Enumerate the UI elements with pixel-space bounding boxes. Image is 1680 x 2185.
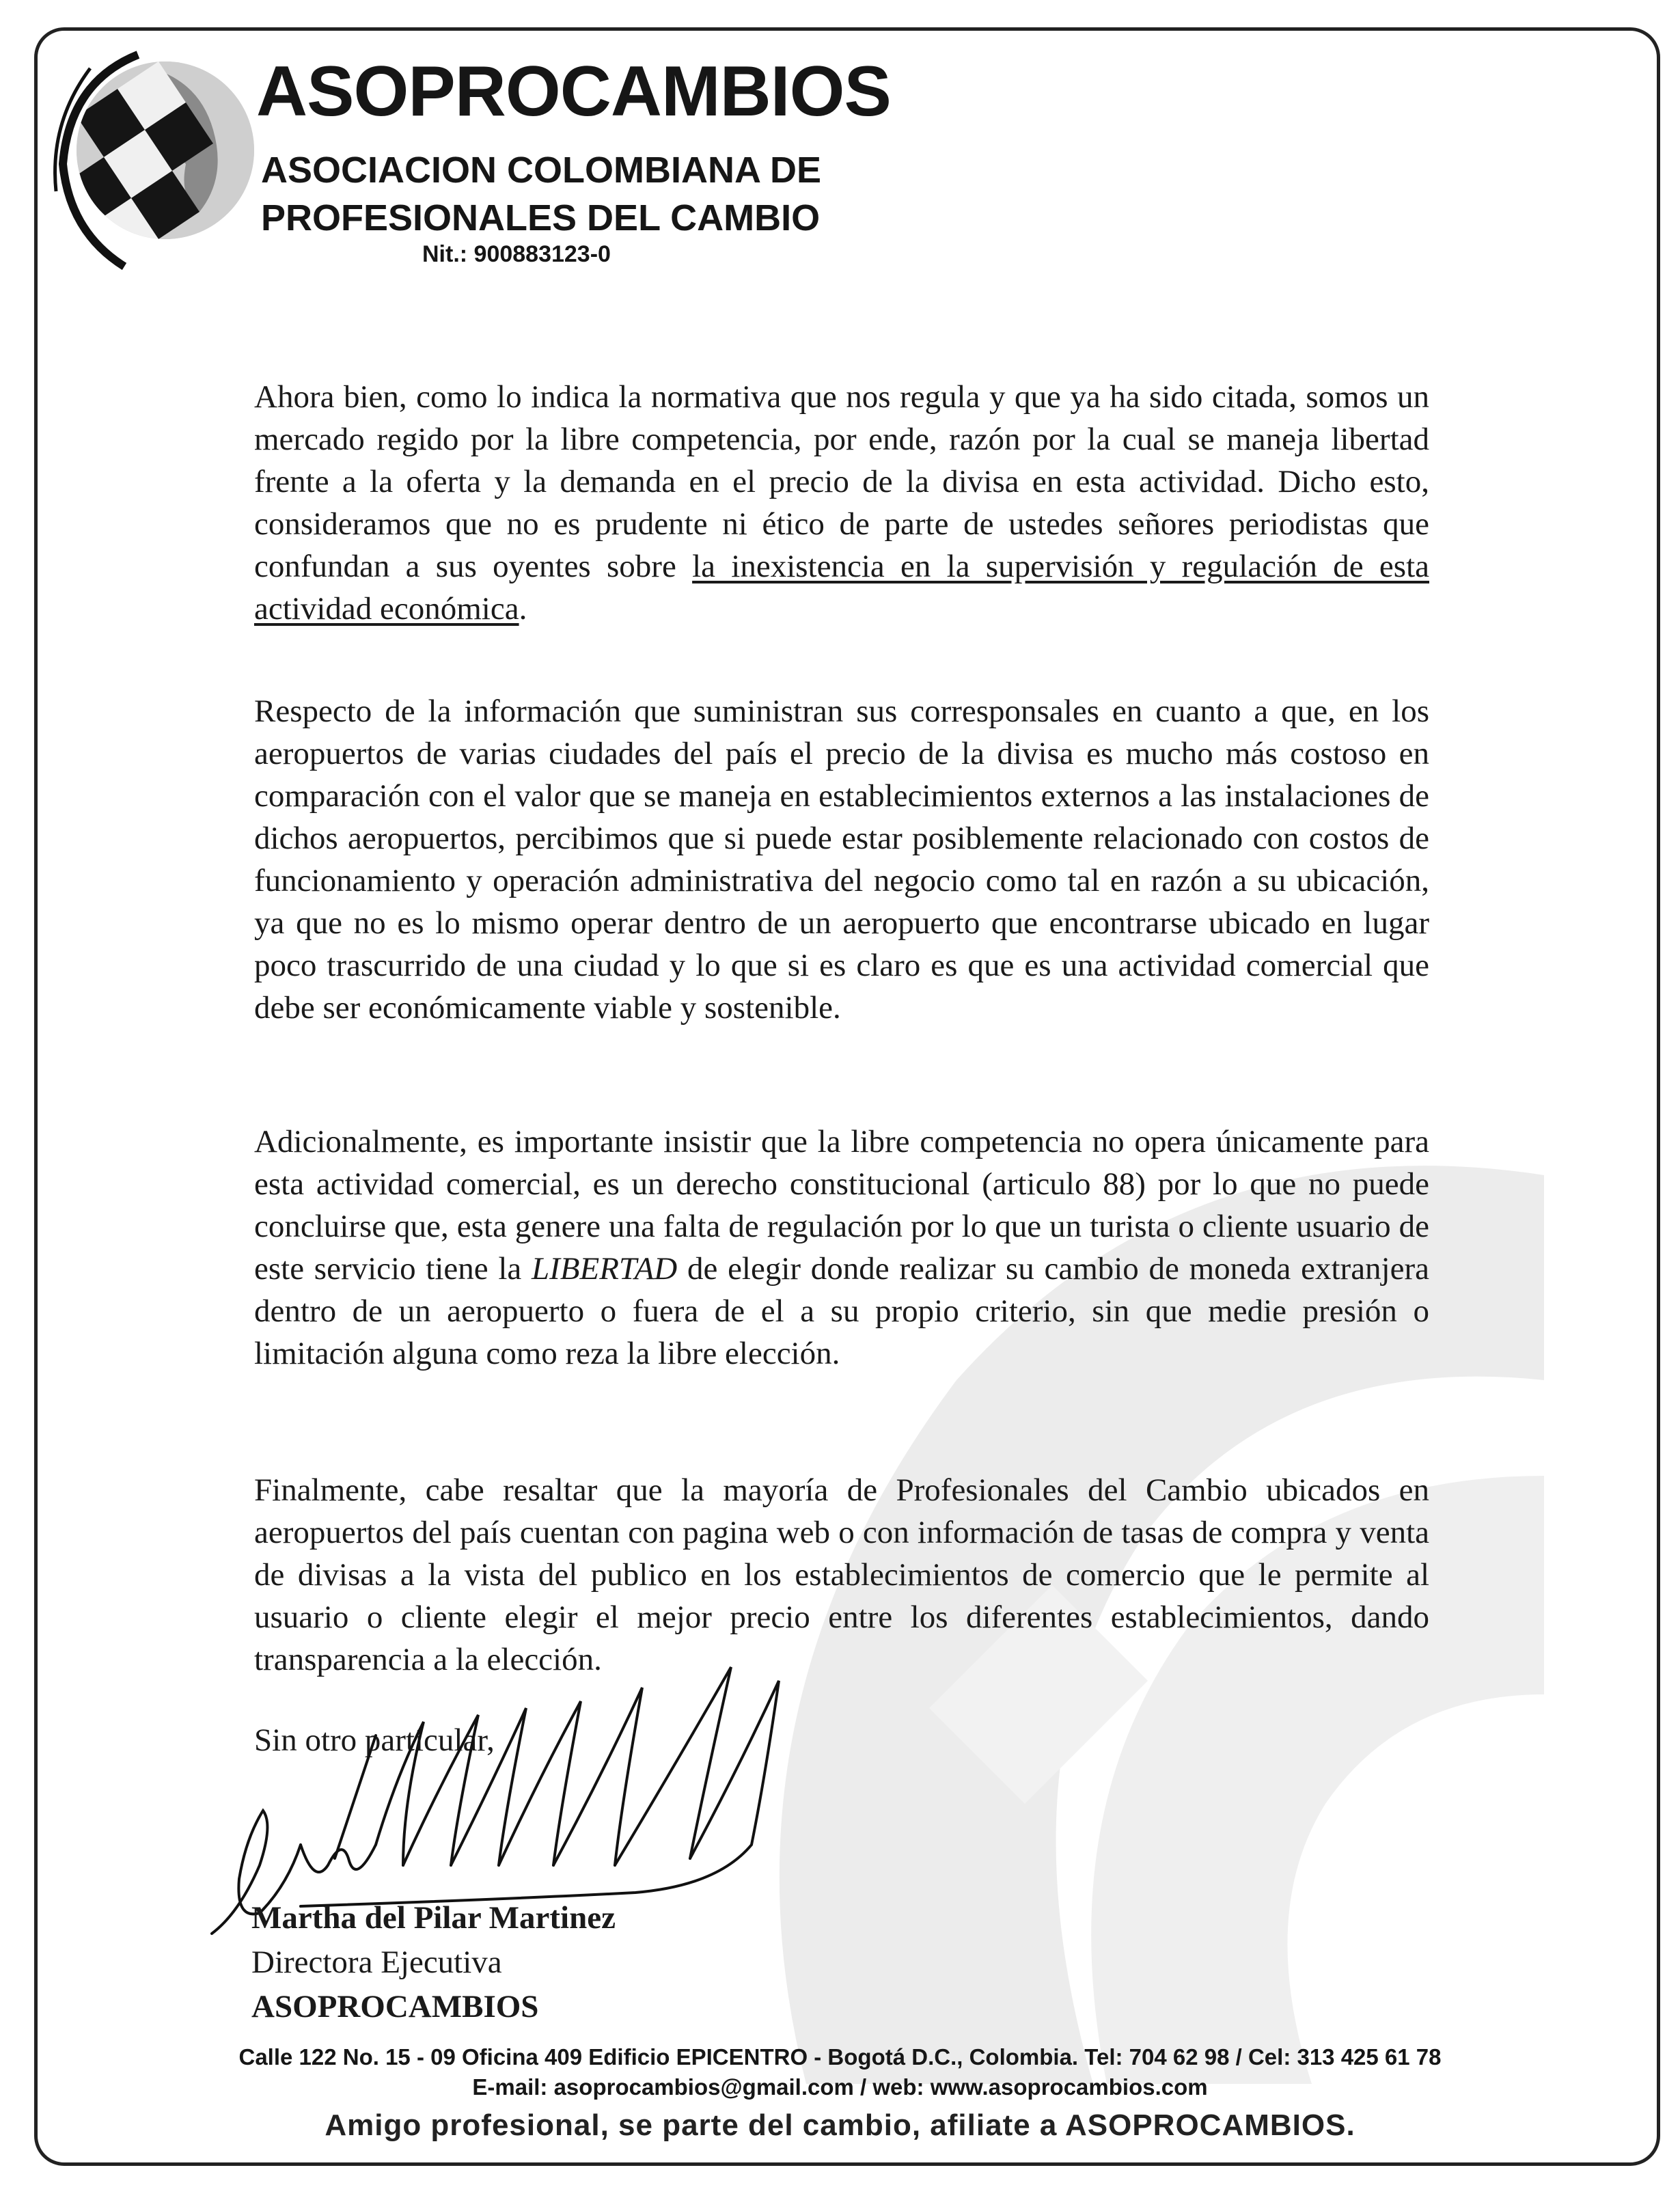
org-nit: Nit.: 900883123-0	[422, 241, 611, 267]
footer-contact: E-mail: asoprocambios@gmail.com / web: www.asoprocambios.com	[472, 2074, 1208, 2100]
paragraph-3	[254, 1121, 1429, 1375]
paragraph-4: Finalmente, cabe resaltar que la mayoría de Profesionales del Cambio ubicados en aeropuertos del país cuentan con pagina web o con información de tasas de compra y venta de divisas a la vista del publico en los establecimientos de comercio que le permite al usuario o cliente elegir el mejor precio entre los diferentes establecimientos, dando transparencia a la elección.	[254, 1472, 1429, 1677]
paragraph-1-underlined: la inexistencia en la supervisión y regulación de esta actividad económica	[254, 549, 1429, 627]
footer-slogan: Amigo profesional, se parte del cambio, afiliate a ASOPROCAMBIOS.	[325, 2108, 1355, 2142]
paragraph-1-text: Ahora bien, como lo indica la normativa que nos regula y que ya ha sido citada, somos un mercado regido por la libre competencia, por ende, razón por la cual se maneja libertad frente a la oferta y la demanda en el precio de la divisa en esta actividad. Dicho esto, consideramos que no es prudente ni ético de parte de ustedes señores periodistas que confundan a sus oyentes sobre	[254, 379, 1429, 584]
footer-address: Calle 122 No. 15 - 09 Oficina 409 Edificio EPICENTRO - Bogotá D.C., Colombia. Tel: 704 62 98 / Cel: 313 425 61 78	[238, 2044, 1442, 2070]
globe-logo-icon	[49, 41, 254, 287]
paragraph-1-end: .	[519, 591, 527, 627]
org-subtitle-line1: ASOCIACION COLOMBIANA DE	[261, 150, 821, 191]
paragraph-3-italic: LIBERTAD	[532, 1251, 678, 1287]
paragraph-3-end: de elegir donde realizar su cambio de moneda extranjera dentro de un aeropuerto o fuera de el a su propio criterio, sin que medie presión o limitación alguna como reza la libre elección.	[254, 1251, 1429, 1371]
org-subtitle-line2: PROFESIONALES DEL CAMBIO	[261, 197, 821, 238]
org-name: ASOPROCAMBIOS	[256, 52, 891, 131]
closing-line: Sin otro particular,	[254, 1722, 495, 1758]
signer-org: ASOPROCAMBIOS	[251, 1989, 539, 2024]
paragraph-1	[254, 376, 1429, 630]
paragraph-2: Respecto de la información que suministran sus corresponsales en cuanto a que, en los aeropuertos de varias ciudades del país el precio de la divisa es mucho más costoso en comparación con el valor que se maneja en establecimientos externos a las instalaciones de dichos aeropuertos, percibimos que si puede estar posiblemente relacionado con costos de funcionamiento y operación administrativa del negocio como tal en razón a su ubicación, ya que no es lo mismo operar dentro de un aeropuerto que encontrarse ubicado en lugar poco trascurrido de una ciudad y lo que si es claro es que es una actividad comercial que debe ser económicamente viable y sostenible.	[254, 693, 1429, 1026]
signer-title: Directora Ejecutiva	[251, 1944, 502, 1980]
paragraph-3-start: Adicionalmente, es importante insistir que la libre competencia no opera únicamente para esta actividad comercial, es un derecho constitucional (articulo 88) por lo que no puede concluirse que, esta genere una falta de regulación por lo que un turista o cliente usuario de este servicio tiene la	[254, 1124, 1429, 1287]
signer-name: Martha del Pilar Martinez	[251, 1900, 616, 1936]
